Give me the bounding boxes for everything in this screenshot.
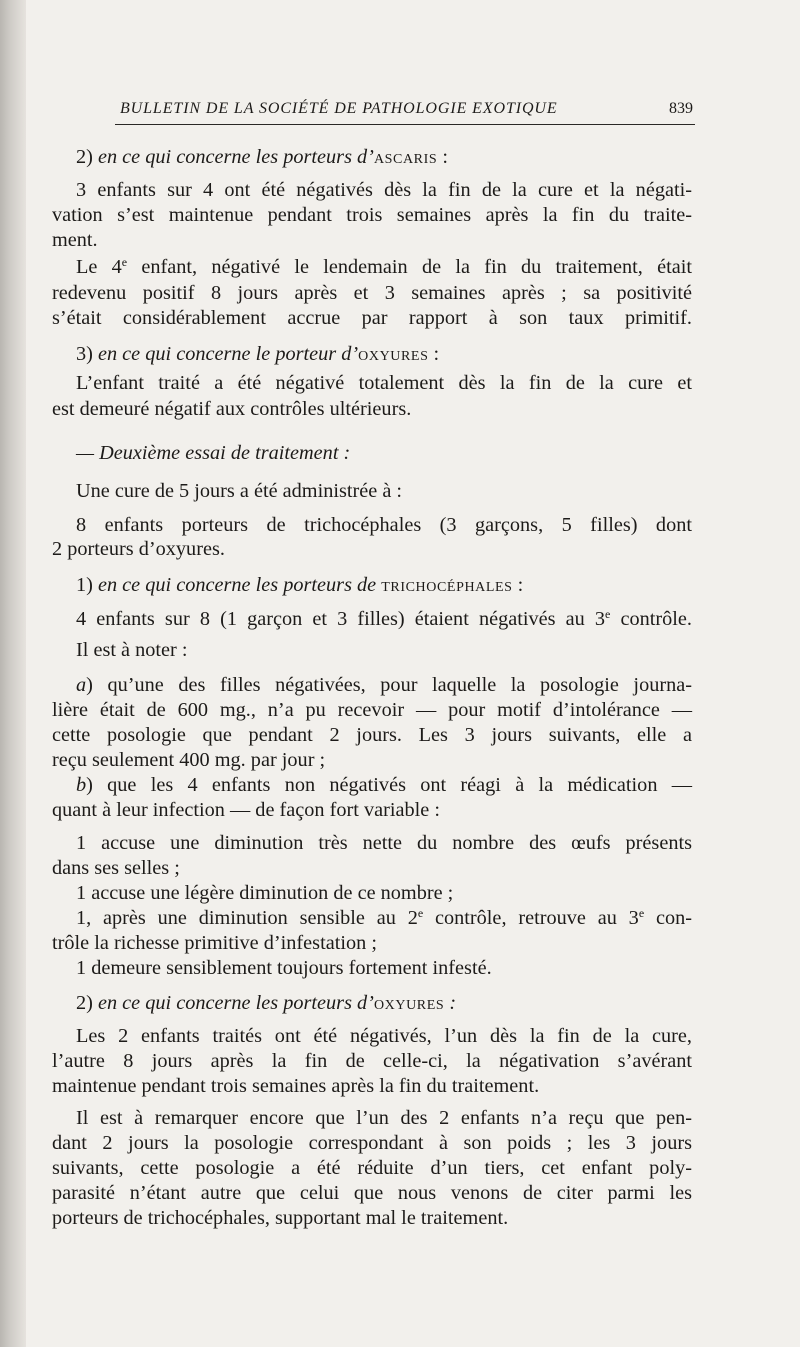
text-line: est demeuré négatif aux contrôles ultérieurs. — [52, 398, 412, 420]
text-line: ment. — [52, 229, 98, 251]
heading-number: 1) — [76, 574, 98, 596]
text-line: dans ses selles ; — [52, 857, 180, 879]
heading-text: en ce qui concerne les porteurs de — [97, 574, 382, 596]
heading-text: en ce qui concerne le porteur d’ — [97, 343, 359, 365]
text-line: s’était considérablement accrue par rapport à son taux primitif. — [52, 307, 692, 329]
superscript: e — [638, 906, 645, 920]
text-line: suivants, cette posologie a été réduite d’un tiers, cet enfant poly- — [52, 1157, 692, 1179]
running-header — [115, 96, 695, 125]
heading-colon: : — [428, 343, 440, 365]
heading-text: en ce qui concerne les porteurs d’ — [97, 992, 374, 1014]
text-line: trôle la richesse primitive d’infestation ; — [52, 932, 377, 954]
text-line: 1 accuse une légère diminution de ce nombre ; — [76, 882, 454, 904]
superscript: e — [121, 255, 128, 269]
heading-colon: : — [437, 146, 448, 168]
text-line: 1 accuse une diminution très nette du nombre des œufs présents — [76, 832, 692, 854]
heading-colon: : — [444, 992, 457, 1014]
text-line — [76, 606, 692, 632]
text-fragment: ) qu’une des filles négativées, pour laquelle la posologie journa- — [86, 674, 692, 696]
text-line: porteurs de trichocéphales, supportant mal le traitement. — [52, 1207, 509, 1229]
text-fragment: con- — [644, 907, 692, 929]
text-line — [76, 672, 692, 698]
text-line: reçu seulement 400 mg. par jour ; — [52, 749, 326, 771]
text-line: Une cure de 5 jours a été administrée à : — [76, 480, 403, 502]
text-line: 1 demeure sensiblement toujours fortement infesté. — [76, 957, 492, 979]
text-line: l’autre 8 jours après la fin de celle-ci, la négativation s’avérant — [52, 1050, 692, 1072]
page-spine-shadow — [0, 0, 26, 1347]
text-line: vation s’est maintenue pendant trois semaines après la fin du traite- — [52, 204, 692, 226]
section-heading-ascaris — [76, 144, 692, 170]
text-line: cette posologie que pendant 2 jours. Les 3 jours suivants, elle a — [52, 724, 692, 746]
superscript: e — [417, 906, 424, 920]
text-line: redevenu positif 8 jours après et 3 semaines après ; sa positivité — [52, 282, 692, 304]
list-letter: b — [76, 774, 87, 796]
subsection-heading: — Deuxième essai de traitement : — [76, 442, 351, 464]
text-fragment: Le 4 — [76, 256, 122, 278]
heading-text: en ce qui concerne les porteurs d’ — [97, 146, 374, 168]
text-line: maintenue pendant trois semaines après la fin du traitement. — [52, 1075, 540, 1097]
heading-keyword: ascaris — [373, 146, 438, 168]
text-line: parasité n’étant autre que celui que nous venons de citer parmi les — [52, 1182, 692, 1204]
text-fragment: 4 enfants sur 8 (1 garçon et 3 filles) étaient négativés au 3 — [76, 608, 606, 630]
text-fragment: enfant, négativé le lendemain de la fin du traitement, était — [127, 256, 692, 278]
heading-number: 2) — [76, 146, 98, 168]
heading-keyword: trichocéphales — [381, 574, 513, 596]
page-number: 839 — [669, 100, 693, 117]
heading-colon: : — [512, 574, 524, 596]
text-line — [76, 772, 692, 798]
heading-number: 2) — [76, 992, 98, 1014]
text-fragment: ) que les 4 enfants non négativés ont réagi à la médication — — [86, 774, 692, 796]
superscript: e — [605, 607, 611, 621]
text-line — [76, 254, 692, 280]
text-line: Il est à remarquer encore que l’un des 2 enfants n’a reçu que pen- — [76, 1107, 692, 1129]
heading-keyword: oxyures — [358, 343, 429, 365]
text-line: 8 enfants porteurs de trichocéphales (3 garçons, 5 filles) dont — [76, 514, 692, 536]
heading-keyword: oxyures — [373, 992, 445, 1014]
text-line — [76, 905, 692, 931]
text-line: dant 2 jours la posologie correspondant à son poids ; les 3 jours — [52, 1132, 692, 1154]
text-line: quant à leur infection — de façon fort variable : — [52, 799, 440, 821]
text-line: Il est à noter : — [76, 639, 188, 661]
text-fragment: 1, après une diminution sensible au 2 — [76, 907, 418, 929]
text-line: lière était de 600 mg., n’a pu recevoir — pour motif d’intolérance — — [52, 699, 692, 721]
section-heading-oxyures — [76, 341, 692, 367]
heading-number: 3) — [76, 343, 98, 365]
text-fragment: contrôle. — [610, 608, 693, 630]
list-letter: a — [76, 674, 87, 696]
text-line: 2 porteurs d’oxyures. — [52, 538, 225, 560]
journal-title: BULLETIN DE LA SOCIÉTÉ DE PATHOLOGIE EXOTIQUE — [120, 100, 558, 117]
text-line: Les 2 enfants traités ont été négativés, l’un dès la fin de la cure, — [76, 1025, 692, 1047]
section-heading-trichocephales — [76, 572, 692, 598]
text-fragment: contrôle, retrouve au 3 — [423, 907, 639, 929]
section-heading-oxyures-2 — [76, 990, 692, 1016]
text-line: 3 enfants sur 4 ont été négativés dès la fin de la cure et la négati- — [76, 179, 692, 201]
text-line: L’enfant traité a été négativé totalement dès la fin de la cure et — [76, 372, 692, 394]
